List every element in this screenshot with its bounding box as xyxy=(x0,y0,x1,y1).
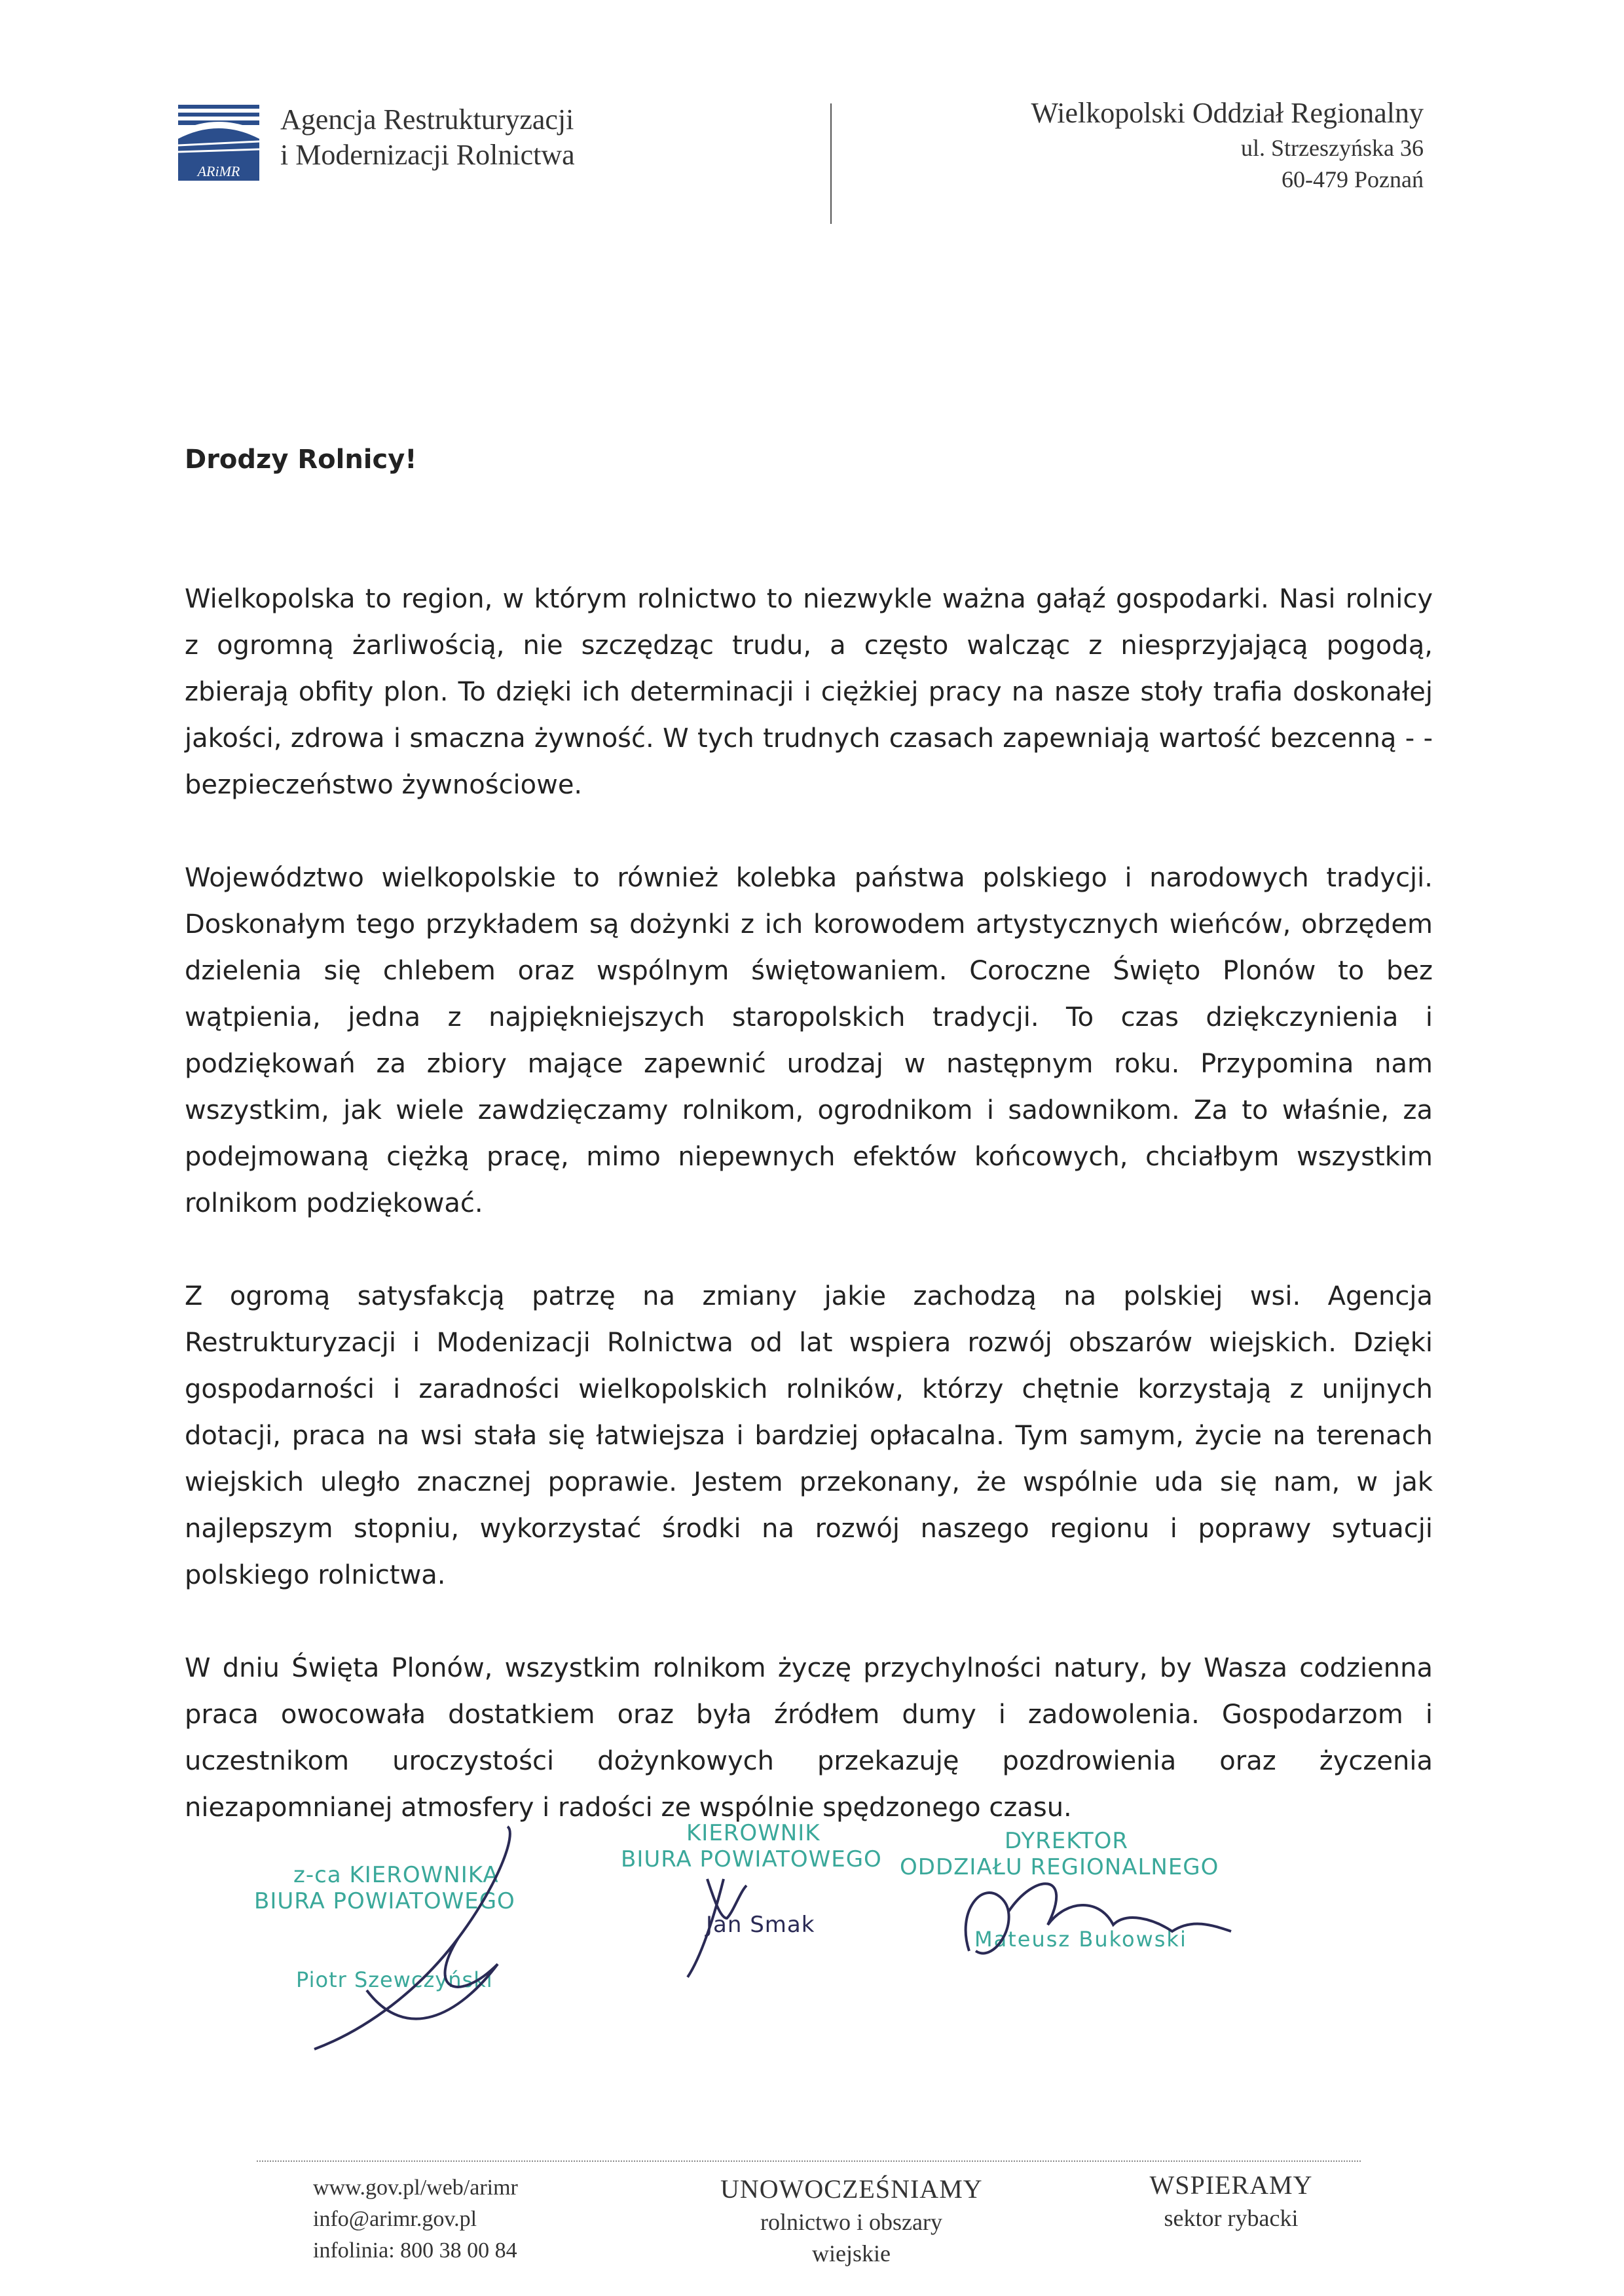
stamp-unit-director: ODDZIAŁU REGIONALNEGO xyxy=(900,1854,1219,1880)
region-street: ul. Strzeszyńska 36 xyxy=(1241,135,1424,161)
stamp-unit-deputy: BIURA POWIATOWEGO xyxy=(254,1888,515,1914)
arimr-logo xyxy=(178,105,259,181)
letter-body xyxy=(185,576,1433,1878)
greeting: Drodzy Rolnicy! xyxy=(185,445,417,475)
signature-stamp-director xyxy=(900,1828,1219,1952)
paragraph-1: Wielkopolska to region, w którym rolnictwo to niezwykle ważna gałąź gospodarki. Nasi rolnicy z ogromną żarliwością, nie szczędząc trudu, a często walcząc z niesprzyjającą pogodą, zbierają obfity plon. To dzięki ich determinacji i ciężkiej pracy na nasze stoły trafia doskonałej jakości, zdrowa i smaczna żywność. W tych trudnych czasach zapewniają wartość bezcenną - - bezpieczeństwo żywnościowe. xyxy=(185,584,1433,800)
header-divider xyxy=(830,103,832,224)
footer-contact xyxy=(313,2172,518,2267)
slogan-support-sub: sektor rybacki xyxy=(1164,2205,1299,2231)
footer-slogan-modernize xyxy=(720,2172,982,2269)
footer-divider xyxy=(257,2160,1361,2162)
footer-website[interactable]: www.gov.pl/web/arimr xyxy=(313,2176,518,2200)
stamp-name-deputy: Piotr Szewczyński xyxy=(296,1967,493,1992)
paragraph-4: W dniu Święta Plonów, wszystkim rolnikom życzę przychylności natury, by Wasza codzienna praca owocowała dostatkiem oraz była źródłem dumy i zadowolenia. Gospodarzom i uczestnikom uroczystości dożynkowych przekazuję pozdrowienia oraz życzenia niezapomnianej atmosfery i radości ze wspólnie spędzonego czasu. xyxy=(185,1653,1433,1823)
slogan-support-title: WSPIERAMY xyxy=(1149,2170,1313,2200)
agency-line-2: i Modernizacji Rolnictwa xyxy=(280,139,575,171)
paragraph-2: Województwo wielkopolskie to również kolebka państwa polskiego i narodowych tradycji. Doskonałym tego przykładem są dożynki z ich korowodem artystycznych wieńców, obrzędem dzielenia się chlebem oraz wspólnym świętowaniem. Coroczne Święto Plonów to bez wątpienia, jedna z najpiękniejszych staropolskich tradycji. To czas dziękczynienia i podziękowań za zbiory mające zapewnić urodzaj w następnym roku. Przypomina nam wszystkim, jak wiele zawdzięczamy rolnikom, ogrodnikom i sadownikom. Za to właśnie, za podejmowaną ciężką pracę, mimo niepewnych efektów końcowych, chciałbym wszystkim rolnikom podziękować. xyxy=(185,863,1433,1218)
slogan-modernize-title: UNOWOCZEŚNIAMY xyxy=(720,2174,983,2204)
signature-stamp-head xyxy=(621,1820,882,1938)
paragraph-3: Z ogromą satysfakcją patrzę na zmiany jakie zachodzą na polskiej wsi. Agencja Restrukturyzacji i Modenizacji Rolnictwa od lat wspiera rozwój obszarów wiejskich. Dzięki gospodarności i zaradności wielkopolskich rolników, którzy chętnie korzystają z unijnych dotacji, praca na wsi stała się łatwiejsza i bardziej opłacalna. Tym samym, życie na terenach wiejskich uległo znacznej poprawie. Jestem przekonany, że wspólnie uda się nam, w jak najlepszym stopniu, wykorzystać środki na rozwój naszego regionu i poprawy sytuacji polskiego rolnictwa. xyxy=(185,1281,1433,1590)
footer-email[interactable]: info@arimr.gov.pl xyxy=(313,2207,477,2231)
stamp-title-director: DYREKTOR xyxy=(1005,1828,1129,1854)
stamp-unit-head: BIURA POWIATOWEGO xyxy=(621,1846,882,1872)
region-name: Wielkopolski Oddział Regionalny xyxy=(1031,97,1424,129)
footer-slogan-support xyxy=(1126,2168,1336,2234)
stamp-name-director: Mateusz Bukowski xyxy=(974,1927,1187,1952)
agency-name xyxy=(280,102,575,173)
agency-line-1: Agencja Restrukturyzacji xyxy=(280,103,574,136)
stamp-title-head: KIEROWNIK xyxy=(686,1820,821,1846)
svg-text:ARiMR: ARiMR xyxy=(197,163,240,179)
regional-office-address xyxy=(1031,94,1424,195)
slogan-modernize-sub: rolnictwo i obszary wiejskie xyxy=(760,2209,942,2267)
stamp-name-head: Jan Smak xyxy=(706,1912,815,1938)
footer-hotline: infolinia: 800 38 00 84 xyxy=(313,2238,517,2263)
stamp-title-deputy: z-ca KIEROWNIKA xyxy=(293,1862,499,1888)
signature-stamp-deputy xyxy=(254,1862,515,1993)
region-city: 60-479 Poznań xyxy=(1282,166,1424,192)
